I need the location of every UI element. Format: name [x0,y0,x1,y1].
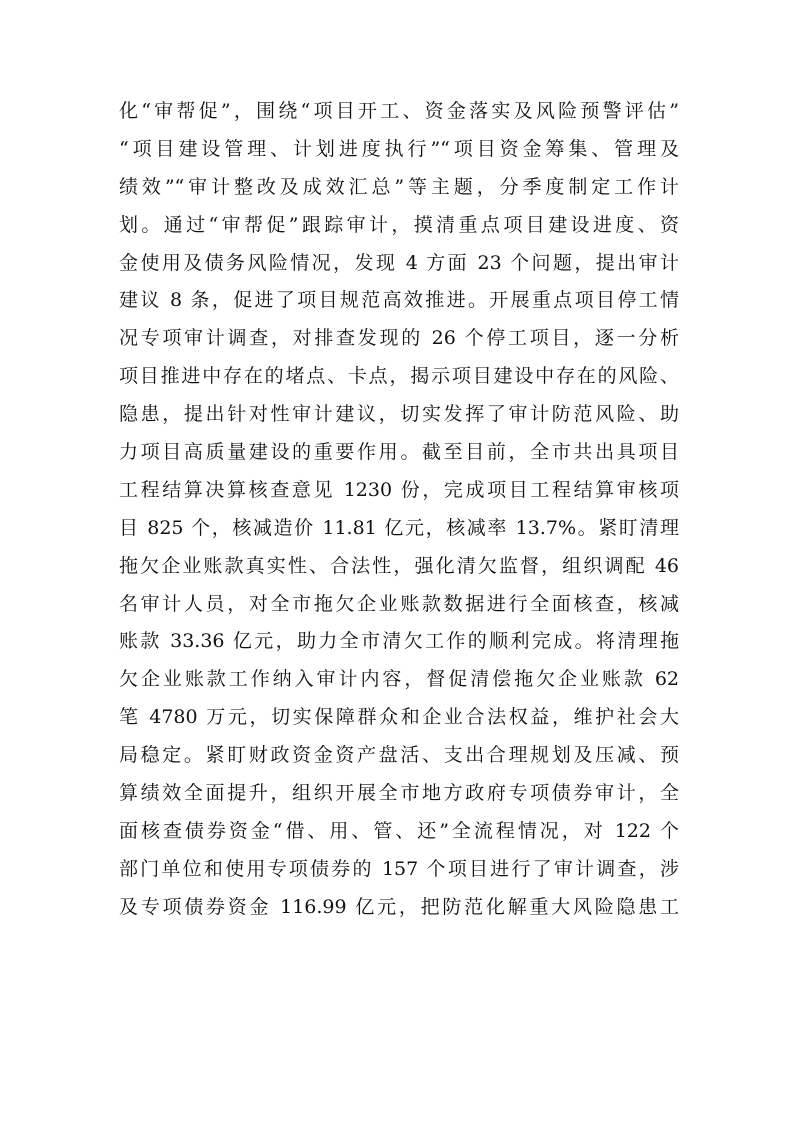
text-line: 隐患，提出针对性审计建议，切实发挥了审计防范风险、助 [119,403,679,426]
text-line: 况专项审计调查，对排查发现的 26 个停工项目，逐一分析 [119,327,679,350]
text-line: 笔 4780 万元，切实保障群众和企业合法权益，维护社会大 [119,706,679,729]
text-line: 项目推进中存在的堵点、卡点，揭示项目建设中存在的风险、 [119,365,679,388]
text-line: 及专项债券资金 116.99 亿元，把防范化解重大风险隐患工 [119,895,679,918]
text-line: 欠企业账款工作纳入审计内容，督促清偿拖欠企业账款 62 [119,668,679,691]
text-line: 算绩效全面提升，组织开展全市地方政府专项债券审计，全 [119,782,679,805]
text-line: 力项目高质量建设的重要作用。截至目前，全市共出具项目 [119,441,679,464]
text-line: “项目建设管理、计划进度执行”“项目资金筹集、管理及 [119,137,679,160]
text-line: 划。通过“审帮促”跟踪审计，摸清重点项目建设进度、资 [119,213,679,236]
text-line: 局稳定。紧盯财政资金资产盘活、支出合理规划及压减、预 [119,744,679,767]
text-line: 目 825 个，核减造价 11.81 亿元，核减率 13.7%。紧盯清理 [119,516,679,539]
text-line: 绩效”“审计整改及成效汇总”等主题，分季度制定工作计 [119,175,679,198]
text-line: 拖欠企业账款真实性、合法性，强化清欠监督，组织调配 46 [119,554,679,577]
text-line: 金使用及债务风险情况，发现 4 方面 23 个问题，提出审计 [119,251,679,274]
text-line: 名审计人员，对全市拖欠企业账款数据进行全面核查，核减 [119,592,679,615]
text-line: 账款 33.36 亿元，助力全市清欠工作的顺利完成。将清理拖 [119,630,679,653]
text-line: 部门单位和使用专项债券的 157 个项目进行了审计调查，涉 [119,857,679,880]
text-line: 化“审帮促”，围绕“项目开工、资金落实及风险预警评估” [119,100,679,122]
text-line: 面核查债券资金“借、用、管、还”全流程情况，对 122 个 [119,819,679,842]
text-line: 建议 8 条，促进了项目规范高效推进。开展重点项目停工情 [119,289,679,312]
body-paragraph [119,93,679,927]
text-line: 工程结算决算核查意见 1230 份，完成项目工程结算审核项 [119,478,679,501]
